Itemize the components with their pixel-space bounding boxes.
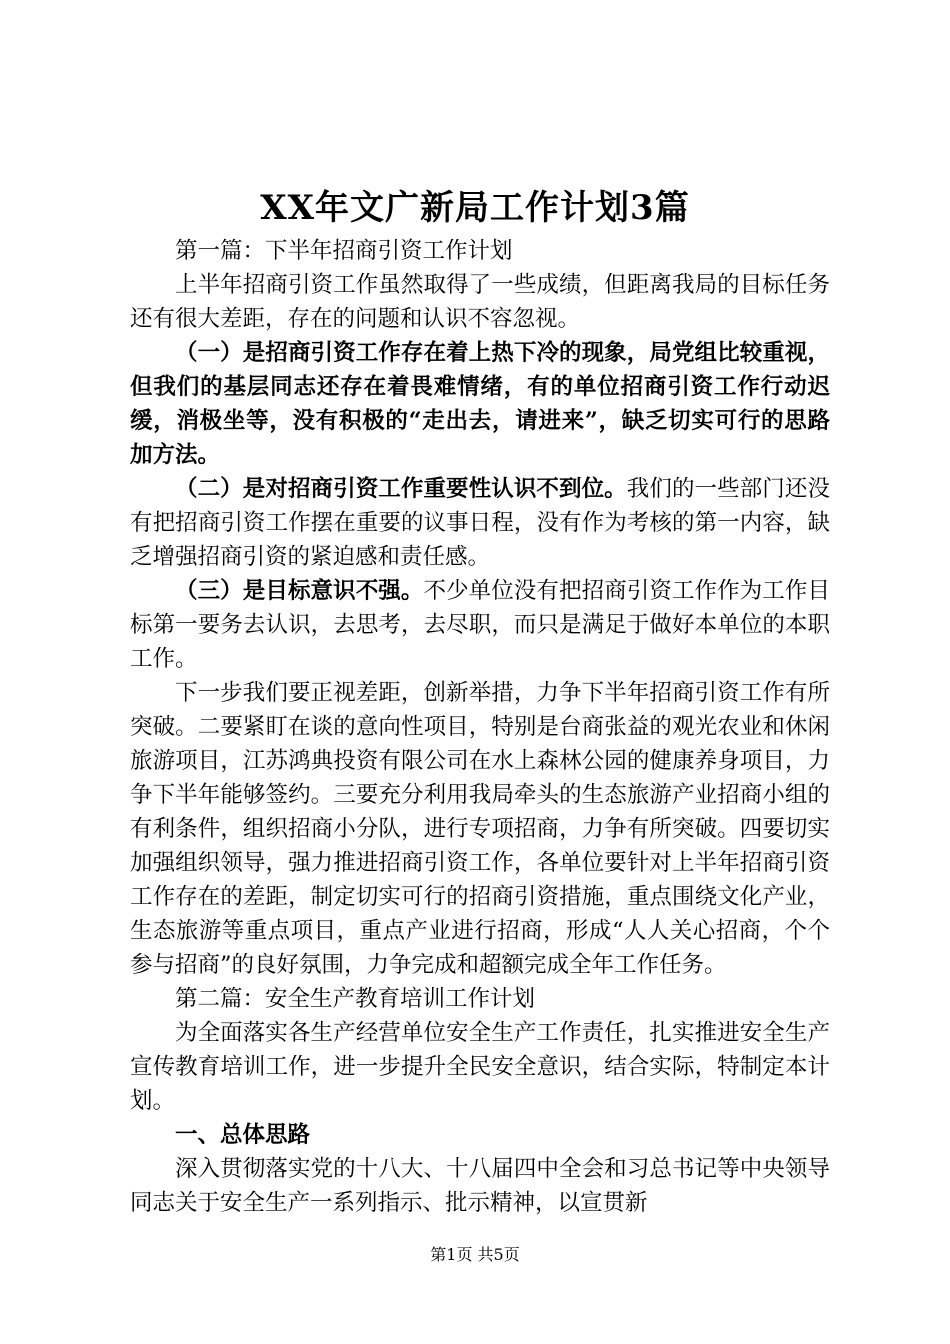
paragraph-text: （一）是招商引资工作存在着上热下冷的现象，局党组比较重视，但我们的基层同志还存在着畏难情绪，有的单位招商引资工作行动迟缓，消极坐等，没有积极的“走出去，请进来”，缺乏切实可行的思路加方法。 <box>130 340 830 468</box>
paragraph-lead: （二）是对招商引资工作重要性认识不到位。 <box>175 476 627 502</box>
paragraph-text: 第一篇：下半年招商引资工作计划 <box>175 238 513 264</box>
document-title: XX年文广新局工作计划3篇 <box>260 188 690 228</box>
paragraph-text: 我们的一些部门还没有把招商引资工作摆在重要的议事日程，没有作为考核的第一内容，缺乏增强招商引资的紧迫感和责任感。 <box>130 476 830 570</box>
page-footer: 第1页 共5页 <box>430 1245 520 1264</box>
document-body <box>130 234 830 1220</box>
paragraph <box>130 1152 830 1220</box>
paragraph <box>130 472 830 574</box>
section-heading-1 <box>130 234 830 268</box>
paragraph-text: 为全面落实各生产经营单位安全生产工作责任，扎实推进安全生产宣传教育培训工作，进一步提升全民安全意识，结合实际，特制定本计划。 <box>130 1020 830 1114</box>
section-heading-2 <box>130 982 830 1016</box>
paragraph-text: 第二篇：安全生产教育培训工作计划 <box>175 986 536 1012</box>
paragraph-text: 下一步我们要正视差距，创新举措，力争下半年招商引资工作有所突破。二要紧盯在谈的意向性项目，特别是台商张益的观光农业和休闲旅游项目，江苏鸿典投资有限公司在水上森林公园的健康养身项目，力争下半年能够签约。三要充分利用我局牵头的生态旅游产业招商小组的有利条件，组织招商小分队，进行专项招商，力争有所突破。四要切实加强组织领导，强力推进招商引资工作，各单位要针对上半年招商引资工作存在的差距，制定切实可行的招商引资措施，重点围绕文化产业，生态旅游等重点项目，重点产业进行招商，形成“人人关心招商，个个参与招商”的良好氛围，力争完成和超额完成全年工作任务。 <box>130 680 830 978</box>
paragraph <box>130 676 830 982</box>
subsection-heading <box>130 1118 830 1152</box>
paragraph-text: 一、总体思路 <box>175 1122 311 1148</box>
paragraph-bold <box>130 336 830 472</box>
paragraph <box>130 574 830 676</box>
paragraph-text: 深入贯彻落实党的十八大、十八届四中全会和习总书记等中央领导同志关于安全生产一系列指示、批示精神，以宣贯新 <box>130 1156 830 1216</box>
paragraph-text: 上半年招商引资工作虽然取得了一些成绩，但距离我局的目标任务还有很大差距，存在的问题和认识不容忽视。 <box>130 272 830 332</box>
paragraph-text: 不少单位没有把招商引资工作作为工作目标第一要务去认识，去思考，去尽职，而只是满足于做好本单位的本职工作。 <box>130 578 830 672</box>
paragraph <box>130 1016 830 1118</box>
paragraph <box>130 268 830 336</box>
paragraph-lead: （三）是目标意识不强。 <box>175 578 424 604</box>
